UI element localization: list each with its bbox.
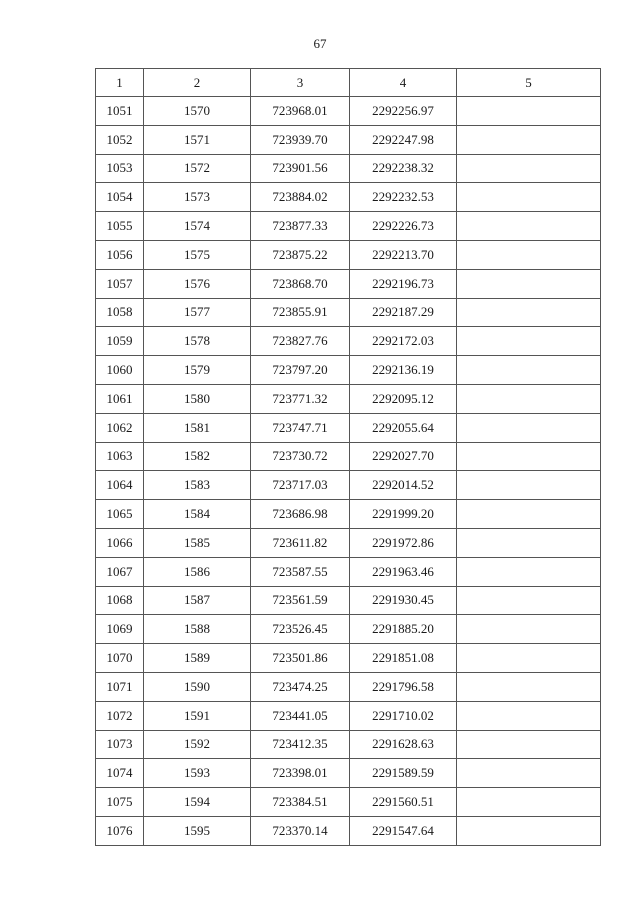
table-row — [96, 500, 601, 529]
table-row — [96, 212, 601, 241]
table-cell-col-2: 1586 — [144, 557, 251, 586]
table-cell-col-3: 723611.82 — [251, 528, 350, 557]
table-row — [96, 240, 601, 269]
table-cell-col-3: 723939.70 — [251, 125, 350, 154]
table-cell-col-5 — [457, 528, 601, 557]
table-cell-col-4: 2291972.86 — [350, 528, 457, 557]
table-row — [96, 183, 601, 212]
column-header-1: 1 — [96, 69, 144, 97]
table-cell-col-3: 723868.70 — [251, 269, 350, 298]
table-cell-col-2: 1585 — [144, 528, 251, 557]
table-cell-col-1: 1056 — [96, 240, 144, 269]
table-cell-col-3: 723717.03 — [251, 471, 350, 500]
table-cell-col-5 — [457, 183, 601, 212]
table-cell-col-3: 723501.86 — [251, 644, 350, 673]
table-cell-col-1: 1062 — [96, 413, 144, 442]
table-cell-col-5 — [457, 442, 601, 471]
table-cell-col-2: 1570 — [144, 97, 251, 126]
table-cell-col-3: 723526.45 — [251, 615, 350, 644]
table-cell-col-1: 1070 — [96, 644, 144, 673]
table-cell-col-3: 723797.20 — [251, 356, 350, 385]
table-cell-col-3: 723686.98 — [251, 500, 350, 529]
table-cell-col-3: 723398.01 — [251, 759, 350, 788]
table-cell-col-4: 2292238.32 — [350, 154, 457, 183]
table-cell-col-1: 1068 — [96, 586, 144, 615]
table-cell-col-4: 2292136.19 — [350, 356, 457, 385]
table-cell-col-5 — [457, 816, 601, 845]
table-cell-col-3: 723968.01 — [251, 97, 350, 126]
table-row — [96, 816, 601, 845]
table-cell-col-2: 1571 — [144, 125, 251, 154]
table-cell-col-3: 723412.35 — [251, 730, 350, 759]
table-cell-col-4: 2291547.64 — [350, 816, 457, 845]
table-cell-col-5 — [457, 500, 601, 529]
table-cell-col-2: 1589 — [144, 644, 251, 673]
table-cell-col-1: 1073 — [96, 730, 144, 759]
column-header-5: 5 — [457, 69, 601, 97]
table-cell-col-4: 2291628.63 — [350, 730, 457, 759]
table-header-row — [96, 69, 601, 97]
table-cell-col-4: 2291930.45 — [350, 586, 457, 615]
table-cell-col-2: 1588 — [144, 615, 251, 644]
table-cell-col-4: 2292256.97 — [350, 97, 457, 126]
table-cell-col-4: 2292095.12 — [350, 384, 457, 413]
table-cell-col-2: 1574 — [144, 212, 251, 241]
table-cell-col-1: 1074 — [96, 759, 144, 788]
table-cell-col-4: 2292172.03 — [350, 327, 457, 356]
table-cell-col-3: 723587.55 — [251, 557, 350, 586]
table-cell-col-1: 1065 — [96, 500, 144, 529]
table-cell-col-4: 2292232.53 — [350, 183, 457, 212]
table-cell-col-5 — [457, 672, 601, 701]
table-cell-col-5 — [457, 471, 601, 500]
table-cell-col-2: 1581 — [144, 413, 251, 442]
table-cell-col-1: 1072 — [96, 701, 144, 730]
table-cell-col-2: 1580 — [144, 384, 251, 413]
table-row — [96, 356, 601, 385]
coordinates-table — [95, 68, 601, 846]
table-cell-col-5 — [457, 730, 601, 759]
table-cell-col-1: 1058 — [96, 298, 144, 327]
table-row — [96, 672, 601, 701]
table-cell-col-5 — [457, 586, 601, 615]
table-row — [96, 154, 601, 183]
table-row — [96, 269, 601, 298]
table-cell-col-5 — [457, 356, 601, 385]
table-cell-col-2: 1582 — [144, 442, 251, 471]
column-header-3: 3 — [251, 69, 350, 97]
table-cell-col-3: 723855.91 — [251, 298, 350, 327]
column-header-2: 2 — [144, 69, 251, 97]
table-cell-col-4: 2291851.08 — [350, 644, 457, 673]
table-row — [96, 644, 601, 673]
table-cell-col-4: 2292247.98 — [350, 125, 457, 154]
table-cell-col-2: 1573 — [144, 183, 251, 212]
table-cell-col-3: 723877.33 — [251, 212, 350, 241]
table-row — [96, 384, 601, 413]
table-cell-col-3: 723474.25 — [251, 672, 350, 701]
table-cell-col-4: 2291589.59 — [350, 759, 457, 788]
table-body — [96, 97, 601, 846]
table-cell-col-5 — [457, 644, 601, 673]
table-cell-col-2: 1578 — [144, 327, 251, 356]
table-cell-col-1: 1055 — [96, 212, 144, 241]
table-cell-col-3: 723747.71 — [251, 413, 350, 442]
table-cell-col-3: 723771.32 — [251, 384, 350, 413]
table-cell-col-2: 1587 — [144, 586, 251, 615]
table-cell-col-5 — [457, 413, 601, 442]
table-cell-col-1: 1061 — [96, 384, 144, 413]
table-cell-col-4: 2292196.73 — [350, 269, 457, 298]
table-cell-col-3: 723370.14 — [251, 816, 350, 845]
table-row — [96, 557, 601, 586]
table-cell-col-1: 1053 — [96, 154, 144, 183]
table-cell-col-1: 1069 — [96, 615, 144, 644]
table-row — [96, 442, 601, 471]
table-row — [96, 759, 601, 788]
table-cell-col-5 — [457, 97, 601, 126]
table-cell-col-1: 1057 — [96, 269, 144, 298]
table-cell-col-4: 2292213.70 — [350, 240, 457, 269]
table-cell-col-1: 1064 — [96, 471, 144, 500]
table-cell-col-1: 1067 — [96, 557, 144, 586]
table-cell-col-2: 1594 — [144, 788, 251, 817]
table-cell-col-4: 2291560.51 — [350, 788, 457, 817]
table-row — [96, 586, 601, 615]
table-cell-col-3: 723384.51 — [251, 788, 350, 817]
table-cell-col-1: 1051 — [96, 97, 144, 126]
table-cell-col-2: 1577 — [144, 298, 251, 327]
table-cell-col-1: 1054 — [96, 183, 144, 212]
table-cell-col-4: 2291963.46 — [350, 557, 457, 586]
table-cell-col-4: 2292055.64 — [350, 413, 457, 442]
table-row — [96, 97, 601, 126]
table-cell-col-1: 1060 — [96, 356, 144, 385]
table-cell-col-2: 1592 — [144, 730, 251, 759]
table-cell-col-2: 1584 — [144, 500, 251, 529]
table-cell-col-2: 1583 — [144, 471, 251, 500]
table-cell-col-2: 1593 — [144, 759, 251, 788]
table-cell-col-1: 1052 — [96, 125, 144, 154]
table-cell-col-5 — [457, 240, 601, 269]
table-cell-col-5 — [457, 701, 601, 730]
column-header-4: 4 — [350, 69, 457, 97]
table-cell-col-1: 1066 — [96, 528, 144, 557]
table-cell-col-3: 723884.02 — [251, 183, 350, 212]
table-cell-col-5 — [457, 384, 601, 413]
table-cell-col-5 — [457, 212, 601, 241]
table-cell-col-2: 1591 — [144, 701, 251, 730]
table-cell-col-3: 723730.72 — [251, 442, 350, 471]
table-cell-col-3: 723561.59 — [251, 586, 350, 615]
table-row — [96, 327, 601, 356]
table-cell-col-2: 1579 — [144, 356, 251, 385]
table-cell-col-1: 1059 — [96, 327, 144, 356]
page-number: 67 — [313, 36, 327, 51]
table-row — [96, 788, 601, 817]
table-cell-col-4: 2291710.02 — [350, 701, 457, 730]
table-cell-col-4: 2292014.52 — [350, 471, 457, 500]
table-cell-col-2: 1575 — [144, 240, 251, 269]
table-cell-col-1: 1075 — [96, 788, 144, 817]
table-row — [96, 615, 601, 644]
table-cell-col-3: 723827.76 — [251, 327, 350, 356]
table-cell-col-5 — [457, 759, 601, 788]
table-row — [96, 730, 601, 759]
table-cell-col-5 — [457, 327, 601, 356]
table-cell-col-1: 1076 — [96, 816, 144, 845]
table-cell-col-2: 1595 — [144, 816, 251, 845]
table-cell-col-5 — [457, 269, 601, 298]
table-row — [96, 413, 601, 442]
table-cell-col-4: 2291796.58 — [350, 672, 457, 701]
table-row — [96, 528, 601, 557]
table-cell-col-5 — [457, 298, 601, 327]
table-cell-col-4: 2291999.20 — [350, 500, 457, 529]
table-cell-col-5 — [457, 788, 601, 817]
table-cell-col-2: 1590 — [144, 672, 251, 701]
table-cell-col-3: 723441.05 — [251, 701, 350, 730]
table-cell-col-4: 2291885.20 — [350, 615, 457, 644]
table-cell-col-2: 1576 — [144, 269, 251, 298]
table-cell-col-4: 2292226.73 — [350, 212, 457, 241]
table-cell-col-1: 1063 — [96, 442, 144, 471]
table-cell-col-3: 723901.56 — [251, 154, 350, 183]
table-cell-col-3: 723875.22 — [251, 240, 350, 269]
table-cell-col-4: 2292187.29 — [350, 298, 457, 327]
table-cell-col-1: 1071 — [96, 672, 144, 701]
table-cell-col-5 — [457, 615, 601, 644]
table-cell-col-4: 2292027.70 — [350, 442, 457, 471]
table-cell-col-2: 1572 — [144, 154, 251, 183]
table-cell-col-5 — [457, 557, 601, 586]
table-cell-col-5 — [457, 125, 601, 154]
table-row — [96, 298, 601, 327]
table-row — [96, 125, 601, 154]
table-row — [96, 471, 601, 500]
table-row — [96, 701, 601, 730]
table-cell-col-5 — [457, 154, 601, 183]
